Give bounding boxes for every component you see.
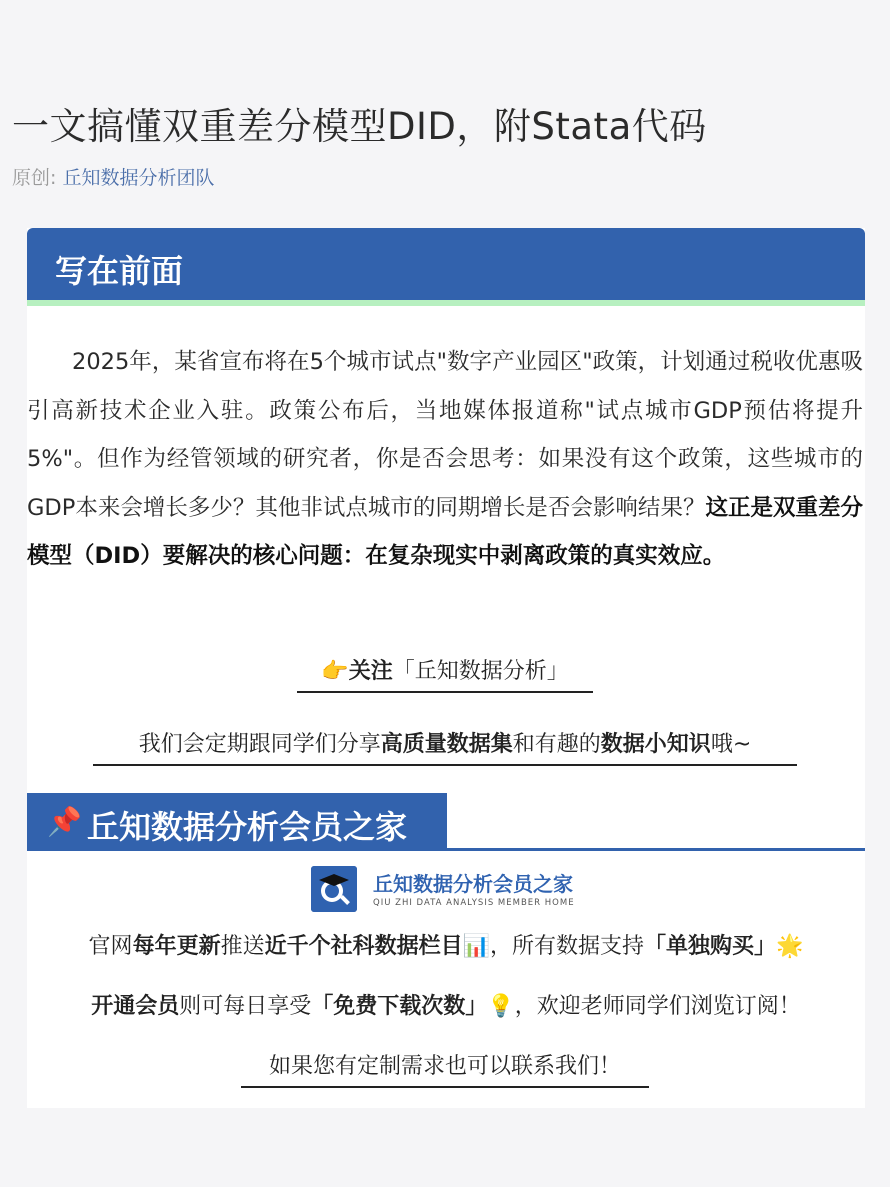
- follow-account-name: 「丘知数据分析」: [392, 659, 569, 684]
- share-bold-1: 高质量数据集: [380, 732, 513, 757]
- brand-name: 丘知数据分析会员之家: [373, 872, 573, 896]
- line1-text-2: 推送: [220, 934, 265, 959]
- member-line-1: [27, 930, 865, 964]
- light-bulb-icon: 💡: [487, 994, 515, 1019]
- intro-key-point: 这正是双重差分模型（DID）要解决的核心问题：在复杂现实中剥离政策的真实效应。: [27, 494, 863, 569]
- sparkle-star-icon: 🌟: [776, 934, 804, 959]
- line2-bold-2: 「免费下载次数」: [311, 994, 488, 1019]
- contact-link[interactable]: 如果您有定制需求也可以联系我们！: [241, 1050, 649, 1088]
- pushpin-icon: 📌: [47, 805, 82, 838]
- article-title: 一文搞懂双重差分模型DID，附Stata代码: [12, 105, 707, 148]
- byline: [12, 163, 214, 190]
- follow-link[interactable]: [297, 655, 593, 693]
- member-tab: [27, 793, 447, 851]
- share-bold-2: 数据小知识: [600, 732, 711, 757]
- member-home-logo: [311, 866, 591, 914]
- share-line: [93, 728, 797, 766]
- bar-chart-icon: 📊: [462, 934, 491, 959]
- line1-text-3: ，所有数据支持: [490, 934, 645, 959]
- line2-text-1: 则可每日享受: [179, 994, 312, 1019]
- share-text-2: 和有趣的: [512, 732, 601, 757]
- byline-label: 原创:: [12, 167, 57, 189]
- pointing-hand-icon: 👉: [321, 659, 349, 684]
- section-header: [27, 228, 865, 306]
- line1-bold-3: 「单独购买」: [644, 934, 777, 959]
- share-text-1: 我们会定期跟同学们分享: [138, 732, 381, 757]
- author-link[interactable]: 丘知数据分析团队: [62, 167, 215, 189]
- member-heading: 丘知数据分析会员之家: [87, 808, 408, 846]
- follow-label: 关注: [348, 659, 393, 684]
- intro-text: 2025年，某省宣布将在5个城市试点"数字产业园区"政策，计划通过税收优惠吸引高新技术企业入驻。政策公布后，当地媒体报道称"试点城市GDP预估将提升5%"。但作为经管领域的研究者，你是否会思考：如果没有这个政策，这些城市的GDP本来会增长多少？其他非试点城市的同期增长是否会影响结果？: [27, 349, 863, 521]
- line2-bold-1: 开通会员: [91, 994, 180, 1019]
- line1-bold-1: 每年更新: [132, 934, 221, 959]
- intro-paragraph: [27, 338, 863, 581]
- line1-text-1: 官网: [88, 934, 133, 959]
- member-section-header: [27, 793, 865, 851]
- brand-subtitle: QIU ZHI DATA ANALYSIS MEMBER HOME: [373, 898, 575, 908]
- line2-text-2: ，欢迎老师同学们浏览订阅！: [514, 994, 801, 1019]
- magnifier-graduation-cap-icon: [311, 866, 357, 912]
- line1-bold-2: 近千个社科数据栏目: [264, 934, 463, 959]
- article-body: [27, 228, 865, 1108]
- member-line-2: [27, 990, 865, 1024]
- share-text-3: 哦~: [710, 732, 752, 757]
- section-heading: 写在前面: [55, 252, 184, 290]
